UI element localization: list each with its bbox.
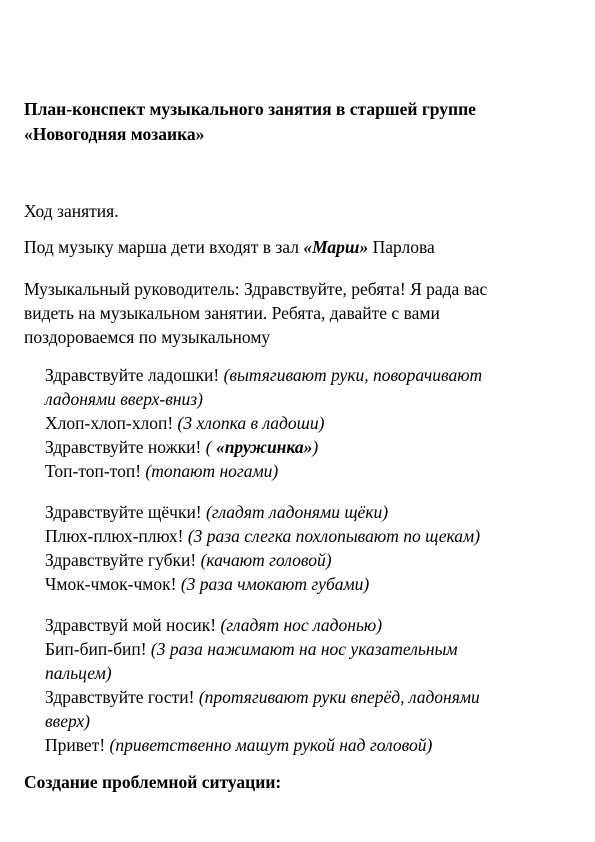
greeting-group-1 bbox=[45, 363, 570, 483]
title-line-2: «Новогодняя мозаика» bbox=[24, 124, 205, 144]
greeting-text: Хлоп-хлоп-хлоп! bbox=[45, 413, 178, 433]
greeting-note: ) bbox=[312, 437, 319, 457]
greeting-group-3 bbox=[45, 613, 570, 757]
mr-line-1: Музыкальный руководитель: Здравствуйте, ребята! Я рада вас bbox=[24, 279, 488, 299]
greeting-text: Привет! bbox=[45, 735, 110, 755]
march-text: Под музыку марша дети входят в зал bbox=[24, 237, 304, 257]
greeting-line bbox=[45, 637, 570, 661]
greeting-line bbox=[45, 572, 570, 596]
greeting-text: Здравствуй мой носик! bbox=[45, 615, 221, 635]
greeting-note: (гладят нос ладонью) bbox=[220, 615, 383, 635]
greeting-note: (3 раза чмокают губами) bbox=[180, 574, 370, 594]
greeting-line bbox=[45, 524, 570, 548]
mr-line-3: поздороваемся по музыкальному bbox=[24, 327, 271, 347]
greeting-line bbox=[45, 685, 570, 709]
greeting-line bbox=[45, 709, 570, 733]
greeting-line bbox=[45, 363, 570, 387]
greeting-note-bold: «пружинка» bbox=[215, 437, 313, 457]
greeting-note: (приветственно машут рукой над головой) bbox=[109, 735, 433, 755]
title-line-1: План-конспект музыкального занятия в старшей группе bbox=[24, 99, 476, 119]
greeting-group-2 bbox=[45, 500, 570, 596]
greeting-text: Здравствуйте гости! bbox=[45, 687, 199, 707]
greeting-text: Топ-топ-топ! bbox=[45, 461, 146, 481]
greeting-text: Чмок-чмок-чмок! bbox=[45, 574, 181, 594]
march-author: Парлова bbox=[368, 237, 435, 257]
greeting-text: Здравствуйте щёчки! bbox=[45, 502, 207, 522]
greeting-note: (3 раза нажимают на нос указательным bbox=[150, 639, 458, 659]
march-paragraph bbox=[24, 235, 569, 259]
lesson-progress-heading: Ход занятия. bbox=[24, 201, 119, 221]
greeting-note: вверх) bbox=[45, 711, 90, 731]
march-name: «Марш» bbox=[303, 237, 369, 257]
greeting-note: (вытягивают руки, поворачивают bbox=[223, 365, 483, 385]
greeting-text: Плюх-плюх-плюх! bbox=[45, 526, 188, 546]
greeting-line bbox=[45, 500, 570, 524]
document-title bbox=[24, 97, 564, 147]
mr-line-2: видеть на музыкальном занятии. Ребята, давайте с вами bbox=[24, 303, 440, 323]
problem-situation-heading: Создание проблемной ситуации: bbox=[24, 772, 282, 792]
greeting-line bbox=[45, 661, 570, 685]
greeting-text: Здравствуйте ножки! bbox=[45, 437, 206, 457]
greeting-line bbox=[45, 411, 570, 435]
greeting-note: (топают ногами) bbox=[145, 461, 279, 481]
greeting-note: (гладят ладонями щёки) bbox=[206, 502, 389, 522]
greeting-note: (протягивают руки вперёд, ладонями bbox=[198, 687, 480, 707]
greeting-note: ( bbox=[205, 437, 216, 457]
greeting-line bbox=[45, 548, 570, 572]
greeting-text: Здравствуйте ладошки! bbox=[45, 365, 224, 385]
music-director-paragraph bbox=[24, 277, 569, 349]
greeting-note: ладонями вверх-вниз) bbox=[45, 389, 203, 409]
greeting-note: пальцем) bbox=[45, 663, 112, 683]
greeting-text: Бип-бип-бип! bbox=[45, 639, 151, 659]
greeting-line bbox=[45, 435, 570, 459]
greeting-note: (качают головой) bbox=[200, 550, 332, 570]
greeting-line bbox=[45, 459, 570, 483]
greeting-text: Здравствуйте губки! bbox=[45, 550, 201, 570]
greeting-note: (3 хлопка в ладоши) bbox=[177, 413, 325, 433]
greeting-note: (3 раза слегка похлопывают по щекам) bbox=[187, 526, 481, 546]
greeting-line bbox=[45, 733, 570, 757]
greeting-line bbox=[45, 613, 570, 637]
greeting-line bbox=[45, 387, 570, 411]
